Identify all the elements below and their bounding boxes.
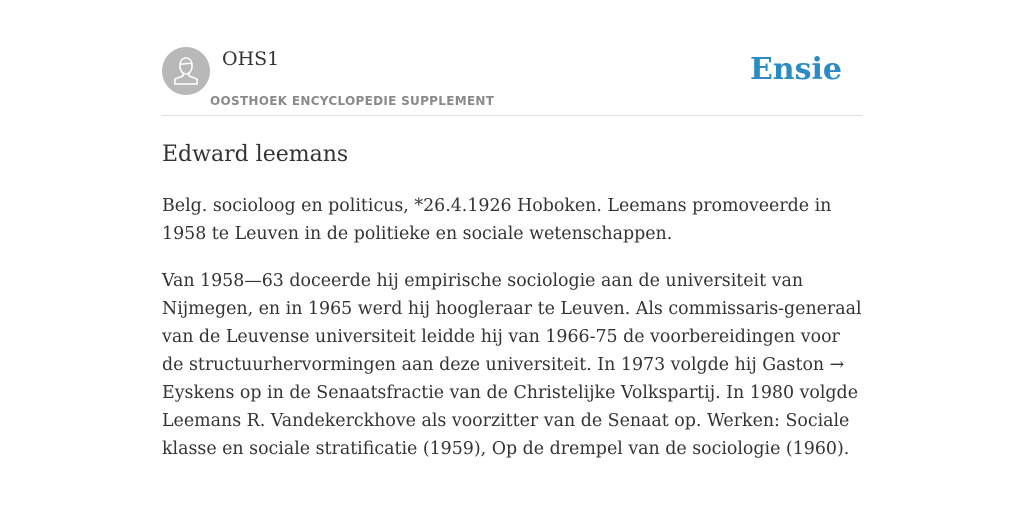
source-name[interactable]: OOSTHOEK ENCYCLOPEDIE SUPPLEMENT [210, 94, 495, 108]
user-icon [162, 47, 210, 95]
article-paragraph: Belg. socioloog en politicus, *26.4.1926 Hoboken. Leemans promoveerde in 1958 te Leuven in de politieke en sociale wetenschappen. [162, 196, 832, 244]
brand-logo[interactable]: Ensie [749, 52, 842, 87]
article-body [162, 192, 862, 482]
article-card [162, 0, 862, 512]
source-code[interactable]: OHS1 [222, 48, 280, 70]
article-paragraph: Van 1958—63 doceerde hij empirische sociologie aan de universiteit van Nijmegen, en in 1965 werd hij hoogleraar te Leuven. Als commissaris-generaal van de Leuvense universiteit leidde hij van 1966-75 de voorbereidingen voor de structuurhervormingen aan deze universiteit. In 1973 volgde hij Gaston → Eyskens op in de Senaatsfractie van de Christelijke Volkspartij. In 1980 volgde Leemans R. Vandekerckhove als voorzitter van de Senaat op. Werken: Sociale klasse en sociale stratificatie (1959), Op de drempel van de sociologie (1960). [162, 271, 862, 459]
article-title: Edward leemans [162, 142, 349, 167]
article-header [162, 0, 862, 116]
